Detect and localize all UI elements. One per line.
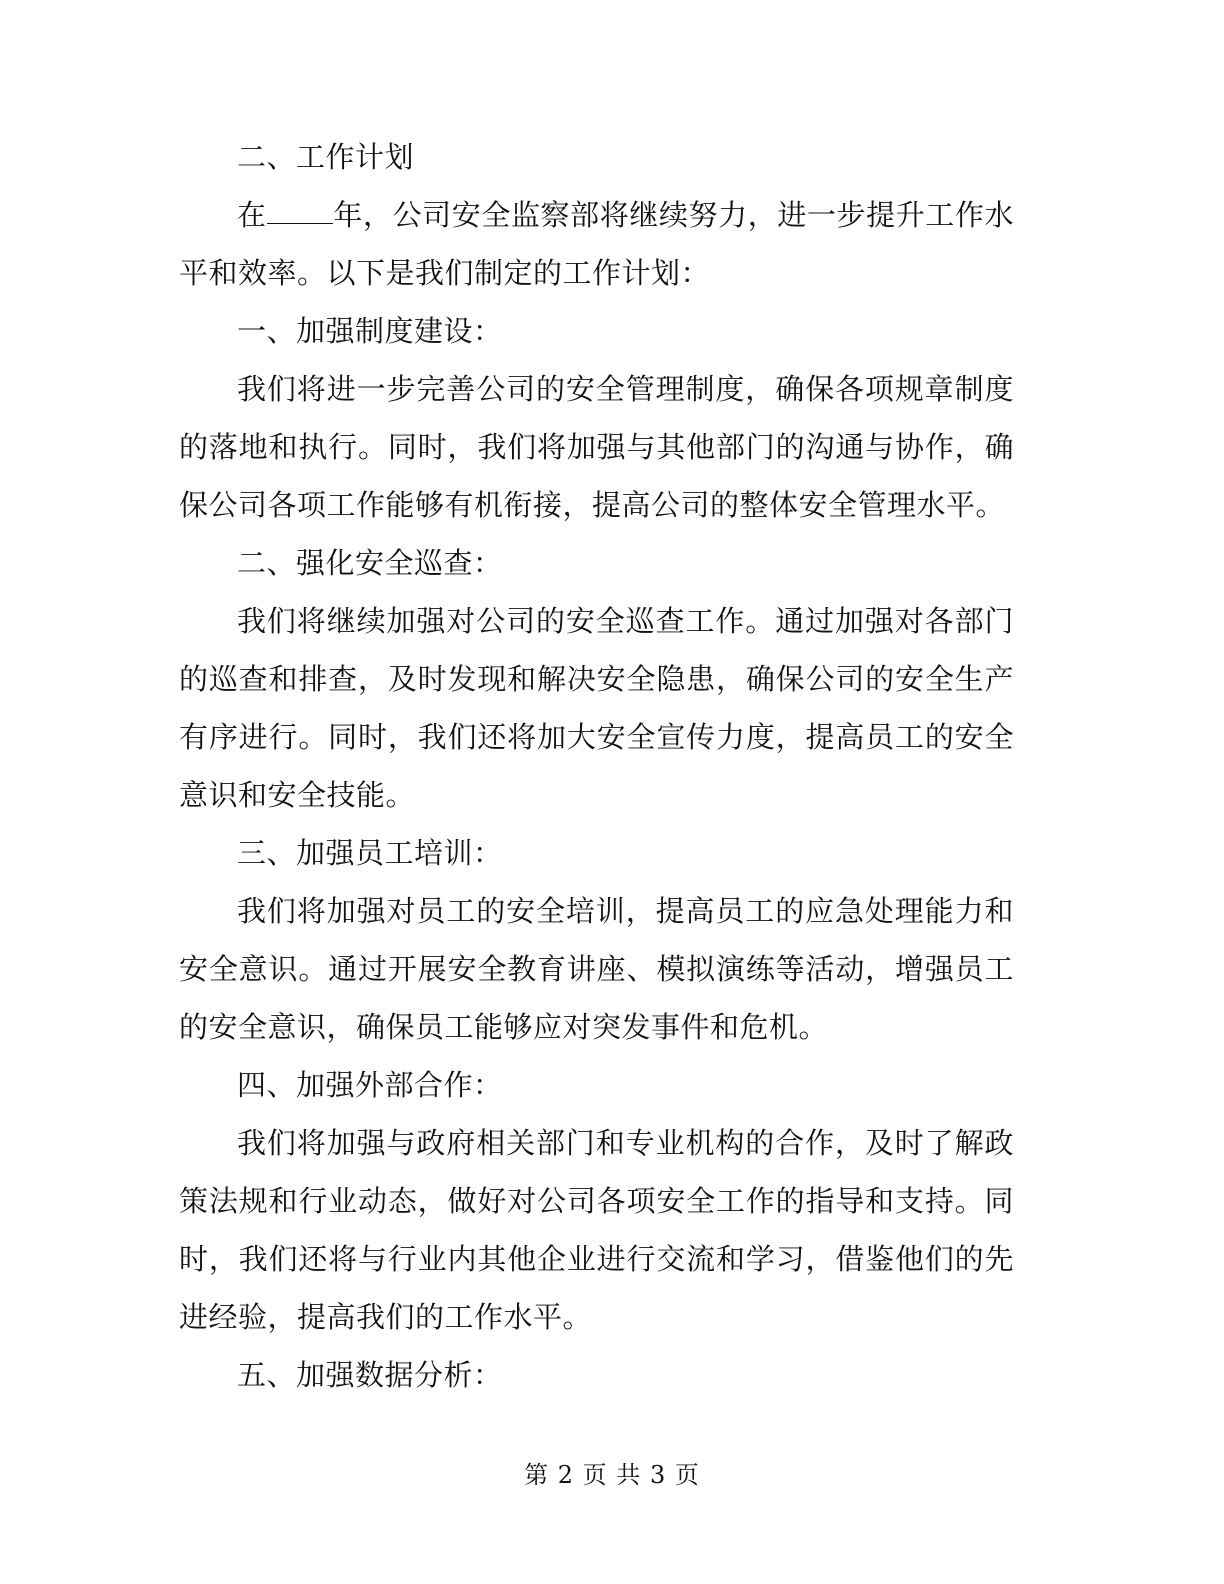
heading-safety-inspection: 二、强化安全巡查： — [237, 546, 503, 580]
paragraph-safety-inspection: 我们将继续加强对公司的安全巡查工作。通过加强对各部门的巡查和排查，及时发现和解决安全隐患，确保公司的安全生产有序进行。同时，我们还将加大安全宣传力度，提高员工的安全意识和安全技能。 — [179, 604, 1014, 812]
heading-system-building: 一、加强制度建设： — [237, 314, 503, 348]
heading-data-analysis: 五、加强数据分析： — [237, 1358, 503, 1392]
section-heading-work-plan: 二、工作计划 — [237, 140, 415, 174]
plan-intro-text: 年，公司安全监察部将继续努力，进一步提升工作水平和效率。以下是我们制定的工作计划： — [179, 198, 1014, 290]
page-number-footer: 第 2 页 共 3 页 — [524, 1461, 700, 1489]
heading-external-cooperation: 四、加强外部合作： — [237, 1068, 503, 1102]
year-blank-line — [267, 222, 334, 224]
paragraph-system-building: 我们将进一步完善公司的安全管理制度，确保各项规章制度的落地和执行。同时，我们将加强与其他部门的沟通与协作，确保公司各项工作能够有机衔接，提高公司的整体安全管理水平。 — [179, 372, 1014, 522]
plan-intro-paragraph — [179, 186, 1014, 302]
plan-intro-prefix: 在 — [237, 198, 267, 232]
paragraph-external-cooperation: 我们将加强与政府相关部门和专业机构的合作，及时了解政策法规和行业动态，做好对公司各项安全工作的指导和支持。同时，我们还将与行业内其他企业进行交流和学习，借鉴他们的先进经验，提高我们的工作水平。 — [179, 1126, 1014, 1334]
heading-staff-training: 三、加强员工培训： — [237, 836, 503, 870]
paragraph-staff-training: 我们将加强对员工的安全培训，提高员工的应急处理能力和安全意识。通过开展安全教育讲座、模拟演练等活动，增强员工的安全意识，确保员工能够应对突发事件和危机。 — [179, 894, 1014, 1044]
document-body — [179, 128, 1014, 1404]
